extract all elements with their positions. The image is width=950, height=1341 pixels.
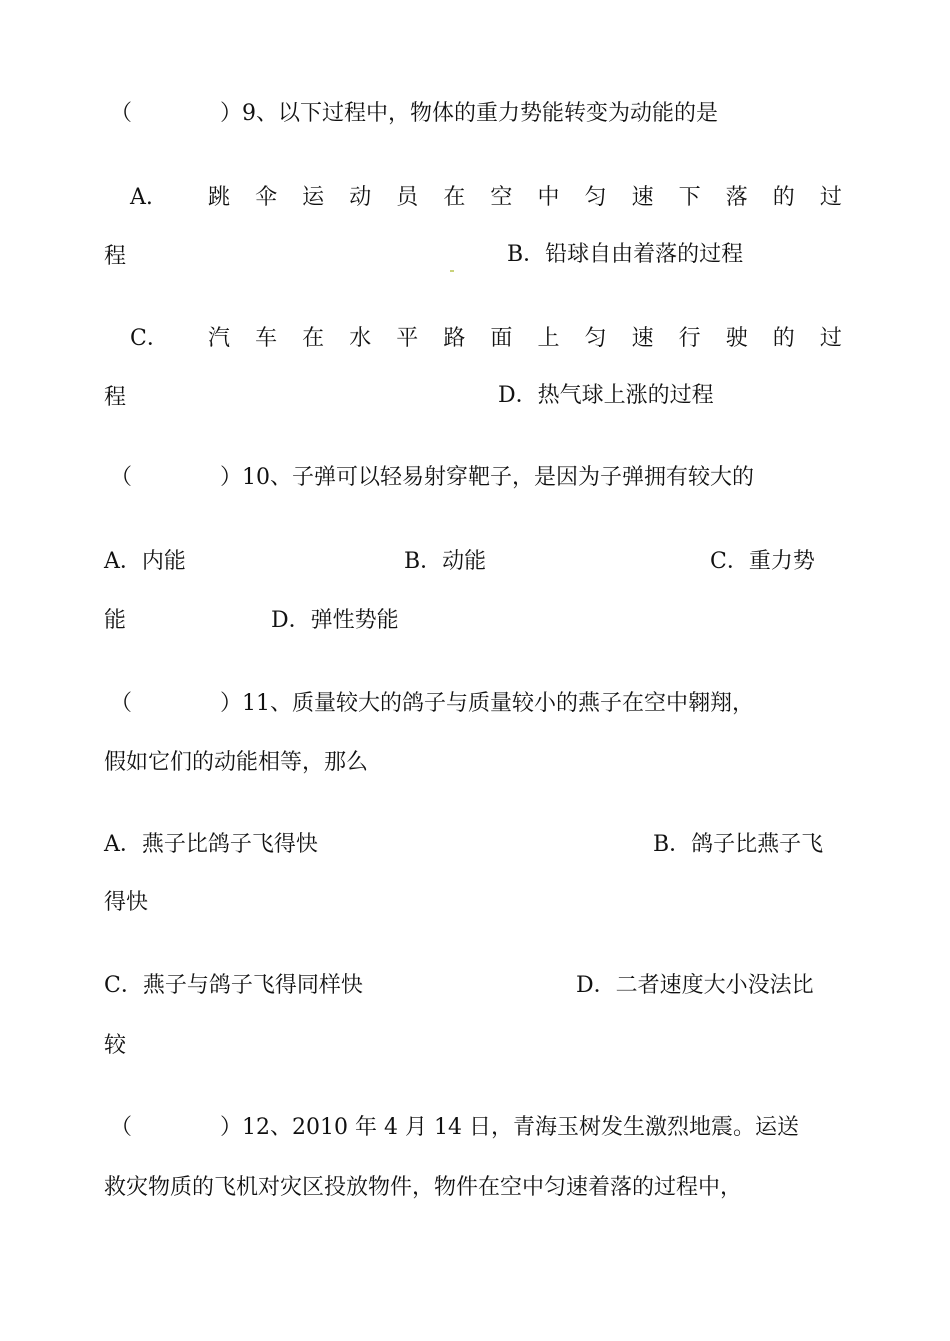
q10-paren-open: （ — [110, 465, 133, 490]
q11-stem-line2: 假如它们的动能相等，那么 — [104, 750, 369, 775]
q10-option-c-end: 能 — [104, 608, 127, 633]
q11-option-d-end: 较 — [104, 1033, 127, 1058]
q9-option-a-label: A. — [130, 185, 153, 210]
q9-option-a-end: 程 — [104, 244, 127, 269]
q12-stem-line2: 救灾物质的飞机对灾区投放物件，物件在空中匀速着落的过程中， — [104, 1175, 743, 1200]
q9-option-c-end: 程 — [104, 385, 127, 410]
q10-option-a: A．内能 — [104, 549, 186, 574]
q10-option-c: C．重力势 — [710, 549, 815, 574]
q11-option-b-end: 得快 — [104, 890, 149, 915]
q11-stem: ）11、质量较大的鸽子与质量较小的燕子在空中翱翔， — [220, 691, 754, 716]
q9-option-b: B．铅球自由着落的过程 — [507, 242, 744, 267]
q12-stem: ）12、2010 年 4 月 14 日，青海玉树发生激烈地震。运送 — [220, 1115, 799, 1140]
q9-paren-open: （ — [110, 101, 133, 126]
q10-option-d: D．弹性势能 — [271, 608, 399, 633]
q11-paren-open: （ — [110, 691, 133, 716]
q9-option-d: D．热气球上涨的过程 — [498, 383, 714, 408]
q10-option-b: B．动能 — [404, 549, 487, 574]
q11-option-d: D．二者速度大小没法比 — [576, 973, 814, 998]
q9-option-a-text: 跳 伞 运 动 员 在 空 中 匀 速 下 落 的 过 — [208, 185, 842, 210]
q11-option-c: C．燕子与鸽子飞得同样快 — [104, 973, 363, 998]
q10-stem: ）10、子弹可以轻易射穿靶子，是因为子弹拥有较大的 — [220, 465, 754, 490]
scan-speck — [450, 270, 454, 272]
q11-option-a: A．燕子比鸽子飞得快 — [104, 832, 318, 857]
q9-option-c-label: C． — [130, 326, 169, 351]
q11-option-b: B．鸽子比燕子飞 — [653, 832, 824, 857]
q9-option-c-text: 汽 车 在 水 平 路 面 上 匀 速 行 驶 的 过 — [208, 326, 842, 351]
q12-paren-open: （ — [110, 1115, 133, 1140]
q9-stem: ）9、以下过程中，物体的重力势能转变为动能的是 — [220, 101, 718, 126]
